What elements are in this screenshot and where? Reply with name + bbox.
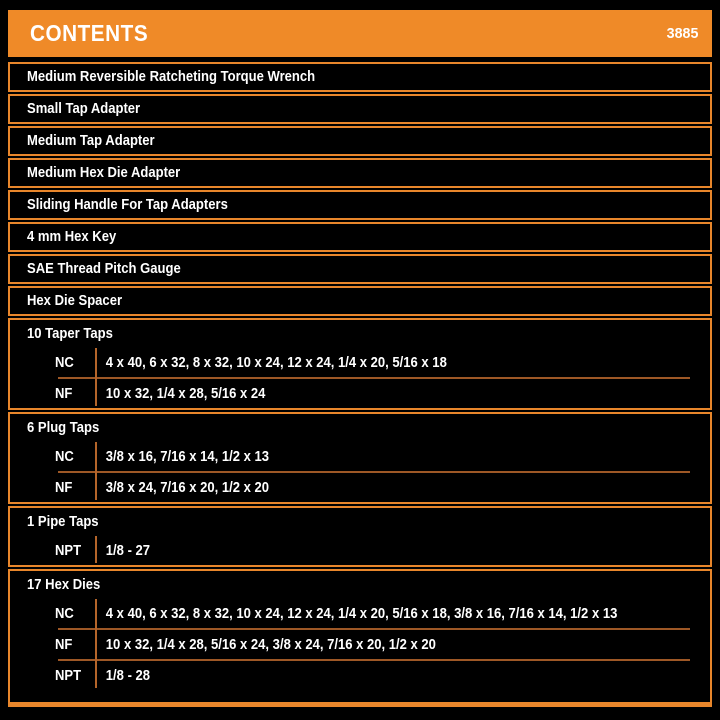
list-item [8,222,712,252]
list-item [8,158,712,188]
item-label: Sliding Handle For Tap Adapters [27,197,228,213]
table-row [10,348,710,377]
item-label: SAE Thread Pitch Gauge [27,261,181,277]
table-row [10,630,710,659]
list-item [8,254,712,284]
table-row [10,661,710,690]
section-title: 10 Taper Taps [27,326,113,342]
thread-sizes: 1/8 - 27 [105,542,151,559]
section-hex-dies [8,569,712,707]
table-row [10,536,710,565]
thread-size-table [10,442,710,502]
section-title: 17 Hex Dies [27,577,101,593]
list-item [8,62,712,92]
thread-sizes: 4 x 40, 6 x 32, 8 x 32, 10 x 24, 12 x 24, 1/4 x 20, 5/16 x 18, 3/8 x 16, 7/16 x 14, 1/2 x 13 [105,605,618,622]
thread-standard: NF [55,385,73,402]
item-label: Medium Tap Adapter [27,133,155,149]
list-item [8,190,712,220]
section-plug-taps [8,412,712,504]
thread-sizes: 4 x 40, 6 x 32, 8 x 32, 10 x 24, 12 x 24, 1/4 x 20, 5/16 x 18 [105,354,447,371]
product-number: 3885 [666,25,698,42]
item-label: Hex Die Spacer [27,293,123,309]
thread-standard: NPT [55,542,82,559]
section-title: 1 Pipe Taps [27,514,99,530]
list-item [8,286,712,316]
section-title-row [10,571,710,599]
thread-standard: NC [55,448,74,465]
thread-standard: NF [55,636,73,653]
item-label: Small Tap Adapter [27,101,141,117]
list-item [8,126,712,156]
thread-size-table [10,536,710,565]
thread-size-table [10,348,710,408]
section-title-row [10,414,710,442]
list-item [8,94,712,124]
thread-standard: NC [55,354,74,371]
thread-size-table [10,599,710,690]
section-title: 6 Plug Taps [27,420,100,436]
thread-standard: NPT [55,667,82,684]
section-title-row [10,508,710,536]
table-row [10,379,710,408]
header-bar [8,10,712,57]
item-label: Medium Reversible Ratcheting Torque Wrench [27,69,316,85]
thread-standard: NF [55,479,73,496]
section-title-row [10,320,710,348]
table-row [10,442,710,471]
section-pipe-taps [8,506,712,567]
table-row [10,473,710,502]
table-row [10,599,710,628]
thread-sizes: 10 x 32, 1/4 x 28, 5/16 x 24, 3/8 x 24, 7/16 x 20, 1/2 x 20 [105,636,436,653]
thread-standard: NC [55,605,74,622]
thread-sizes: 1/8 - 28 [105,667,151,684]
item-label: 4 mm Hex Key [27,229,117,245]
page-title: CONTENTS [30,20,149,46]
thread-sizes: 3/8 x 16, 7/16 x 14, 1/2 x 13 [105,448,270,465]
thread-sizes: 10 x 32, 1/4 x 28, 5/16 x 24 [105,385,266,402]
item-label: Medium Hex Die Adapter [27,165,181,181]
thread-sizes: 3/8 x 24, 7/16 x 20, 1/2 x 20 [105,479,270,496]
section-taper-taps [8,318,712,410]
